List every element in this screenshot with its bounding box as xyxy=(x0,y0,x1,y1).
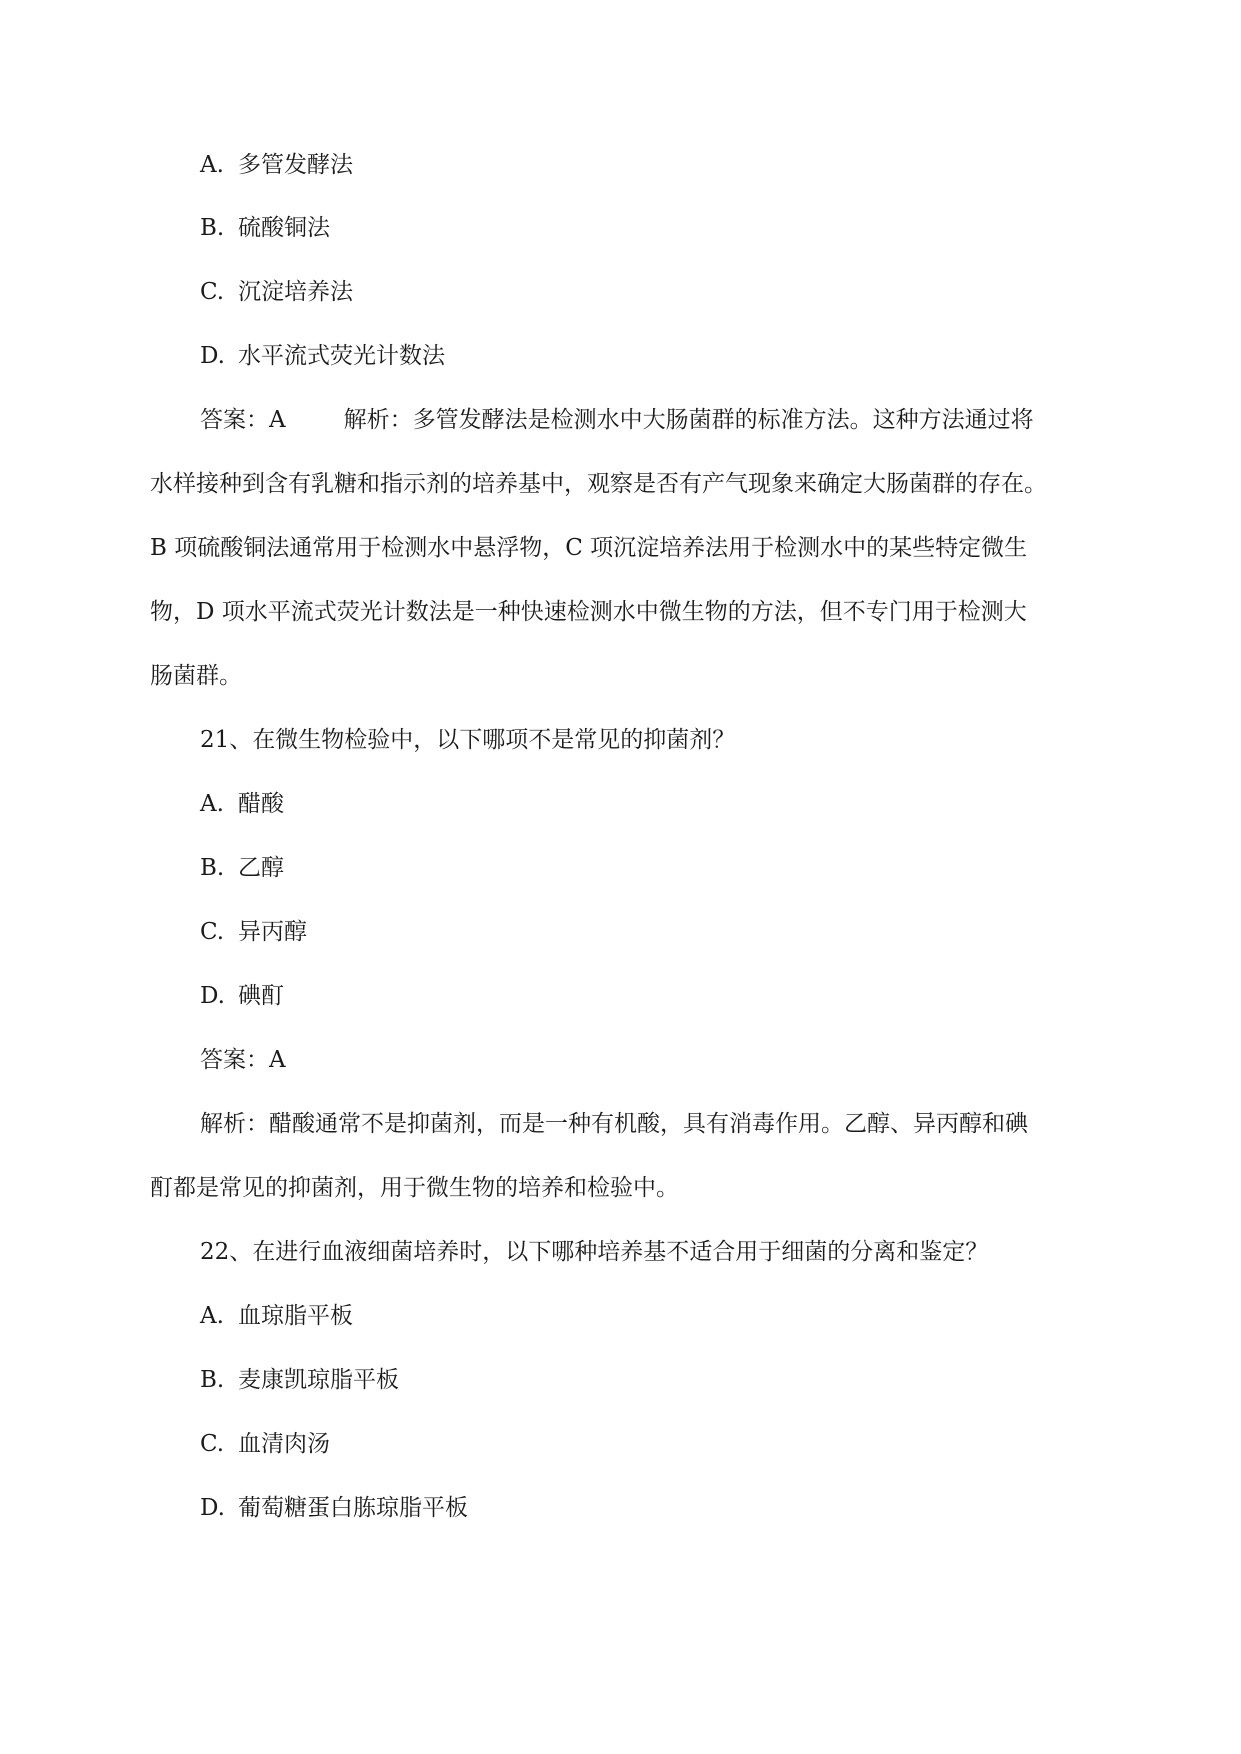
q20-option-a xyxy=(200,150,353,180)
q20-option-b xyxy=(200,213,330,243)
option-letter: C. xyxy=(200,919,225,945)
option-text: 血清肉汤 xyxy=(238,1431,330,1457)
option-letter: B. xyxy=(200,855,225,881)
option-letter: D. xyxy=(200,983,225,1009)
option-text: 硫酸铜法 xyxy=(238,215,330,241)
q20-explanation-line-1: 水样接种到含有乳糖和指示剂的培养基中，观察是否有产气现象来确定大肠菌群的存在。 xyxy=(150,471,1047,497)
q21-question: 21、在微生物检验中，以下哪项不是常见的抑菌剂？ xyxy=(200,727,736,753)
q22-question: 22、在进行血液细菌培养时，以下哪种培养基不适合用于细菌的分离和鉴定？ xyxy=(200,1239,989,1265)
answer-label: 答案：A xyxy=(200,407,286,433)
q21-option-a xyxy=(200,789,284,819)
q22-option-a xyxy=(200,1301,353,1331)
q20-explanation-line-3: 物，D 项水平流式荧光计数法是一种快速检测水中微生物的方法，但不专门用于检测大 xyxy=(150,599,1027,625)
explanation-text: 解析：多管发酵法是检测水中大肠菌群的标准方法。这种方法通过将 xyxy=(343,407,1034,433)
q21-option-d xyxy=(200,981,284,1011)
q21-option-c xyxy=(200,917,307,947)
option-letter: C. xyxy=(200,279,225,305)
option-letter: B. xyxy=(200,215,225,241)
q21-explanation-line-2: 酊都是常见的抑菌剂，用于微生物的培养和检验中。 xyxy=(150,1175,679,1201)
option-text: 血琼脂平板 xyxy=(238,1303,353,1329)
q20-answer-line xyxy=(200,405,1034,435)
option-text: 水平流式荧光计数法 xyxy=(238,343,445,369)
q22-option-d xyxy=(200,1493,468,1523)
option-text: 麦康凯琼脂平板 xyxy=(238,1367,399,1393)
option-text: 葡萄糖蛋白胨琼脂平板 xyxy=(238,1495,468,1521)
option-letter: D. xyxy=(200,1495,225,1521)
option-letter: D. xyxy=(200,343,225,369)
option-text: 碘酊 xyxy=(238,983,284,1009)
q20-explanation-line-4: 肠菌群。 xyxy=(150,663,242,689)
q21-option-b xyxy=(200,853,284,883)
option-text: 乙醇 xyxy=(238,855,284,881)
option-text: 醋酸 xyxy=(238,791,284,817)
q21-answer: 答案：A xyxy=(200,1047,286,1073)
option-text: 沉淀培养法 xyxy=(238,279,353,305)
option-letter: B. xyxy=(200,1367,225,1393)
q20-option-d xyxy=(200,341,445,371)
option-letter: A. xyxy=(200,1303,224,1329)
q22-option-c xyxy=(200,1429,330,1459)
option-letter: A. xyxy=(200,791,224,817)
option-text: 多管发酵法 xyxy=(238,152,353,178)
option-text: 异丙醇 xyxy=(238,919,307,945)
q21-explanation-line-1: 解析：醋酸通常不是抑菌剂，而是一种有机酸，具有消毒作用。乙醇、异丙醇和碘 xyxy=(200,1111,1028,1137)
q20-explanation-line-2: B 项硫酸铜法通常用于检测水中悬浮物，C 项沉淀培养法用于检测水中的某些特定微生 xyxy=(150,535,1028,561)
q20-option-c xyxy=(200,277,353,307)
option-letter: A. xyxy=(200,152,224,178)
option-letter: C. xyxy=(200,1431,225,1457)
q22-option-b xyxy=(200,1365,399,1395)
